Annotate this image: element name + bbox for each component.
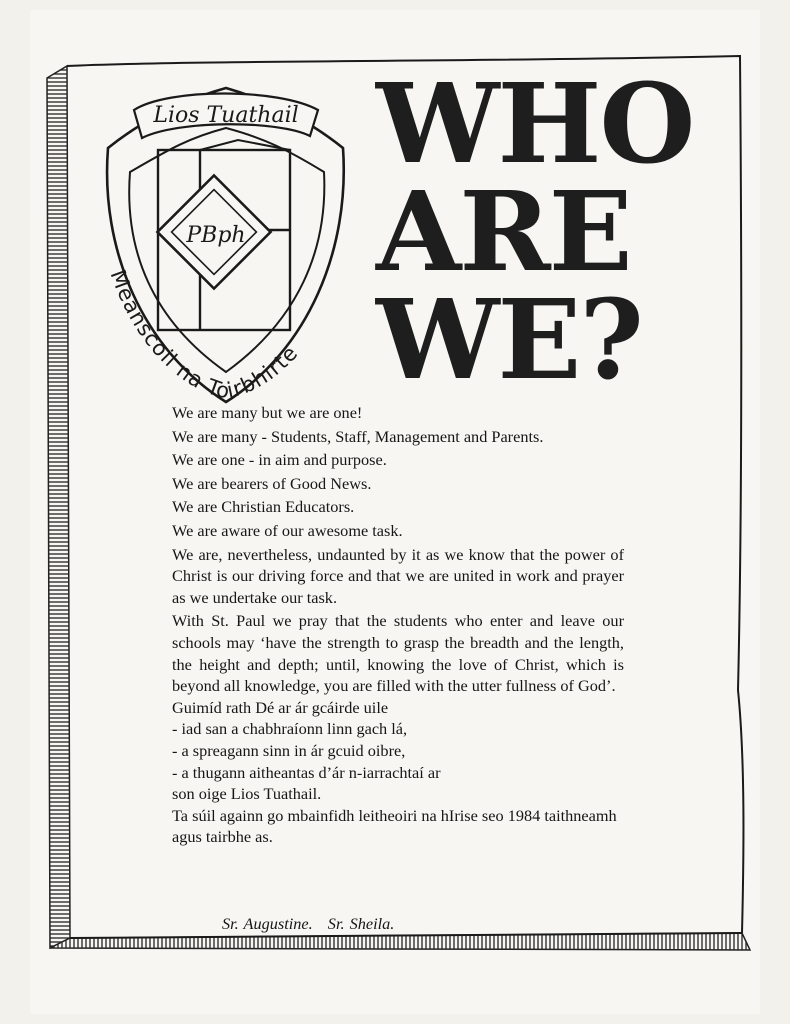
- paragraph-3: We are one - in aim and purpose.: [172, 450, 387, 470]
- paragraph-8: With St. Paul we pray that the students who enter and leave our schools may ‘have the strength to grasp the breadth and the length, the height and depth; until, knowing the love of Christ, which is beyond all knowledge, you are filled with the utter fullness of God’.: [172, 611, 624, 696]
- heading-line-3: WE?: [376, 274, 642, 404]
- heading-line-1: WHO: [376, 59, 694, 188]
- paragraph-5: We are Christian Educators.: [172, 497, 355, 517]
- paragraph-2: We are many - Students, Staff, Management and Parents.: [172, 426, 544, 446]
- crest-top-text: Lios Tuathail: [153, 103, 299, 128]
- paragraph-12: - a thugann aitheantas d’ár n-iarrachtaí ar: [172, 762, 441, 782]
- paragraph-10: - iad san a chabhraíonn linn gach lá,: [172, 719, 408, 739]
- paragraph-1: We are many but we are one!: [172, 403, 363, 422]
- paragraph-9: Guimíd rath Dé ar ár gcáirde uile: [172, 697, 389, 717]
- school-crest-logo: [88, 80, 363, 410]
- paragraph-14: Ta súil againn go mbainfidh leitheoiri na hIrise seo 1984 taithneamh agus tairbhe as.: [172, 805, 617, 847]
- crest-arc-text: Meanscoil na Toirbhirte: [105, 266, 303, 404]
- paragraph-11: - a spreagann sinn in ár gcuid oibre,: [172, 740, 406, 760]
- body-text: [172, 402, 624, 848]
- page-heading: [376, 59, 736, 404]
- heading-line-2: ARE: [376, 166, 631, 296]
- paragraph-7: We are, nevertheless, undaunted by it as we know that the power of Christ is our driving force and that we are united in work and prayer as we undertake our task.: [172, 544, 624, 607]
- signature-name-2: Sr. Sheila.: [327, 914, 395, 933]
- paragraph-6: We are aware of our awesome task.: [172, 520, 403, 540]
- signature: [222, 914, 404, 934]
- svg-text:Meanscoil na Toirbhirte: [106, 267, 303, 404]
- signature-name-1: Sr. Augustine.: [222, 914, 313, 933]
- paragraph-4: We are bearers of Good News.: [172, 473, 372, 493]
- paragraph-13: son oige Lios Tuathail.: [172, 784, 322, 804]
- crest-monogram: PBph: [186, 223, 246, 248]
